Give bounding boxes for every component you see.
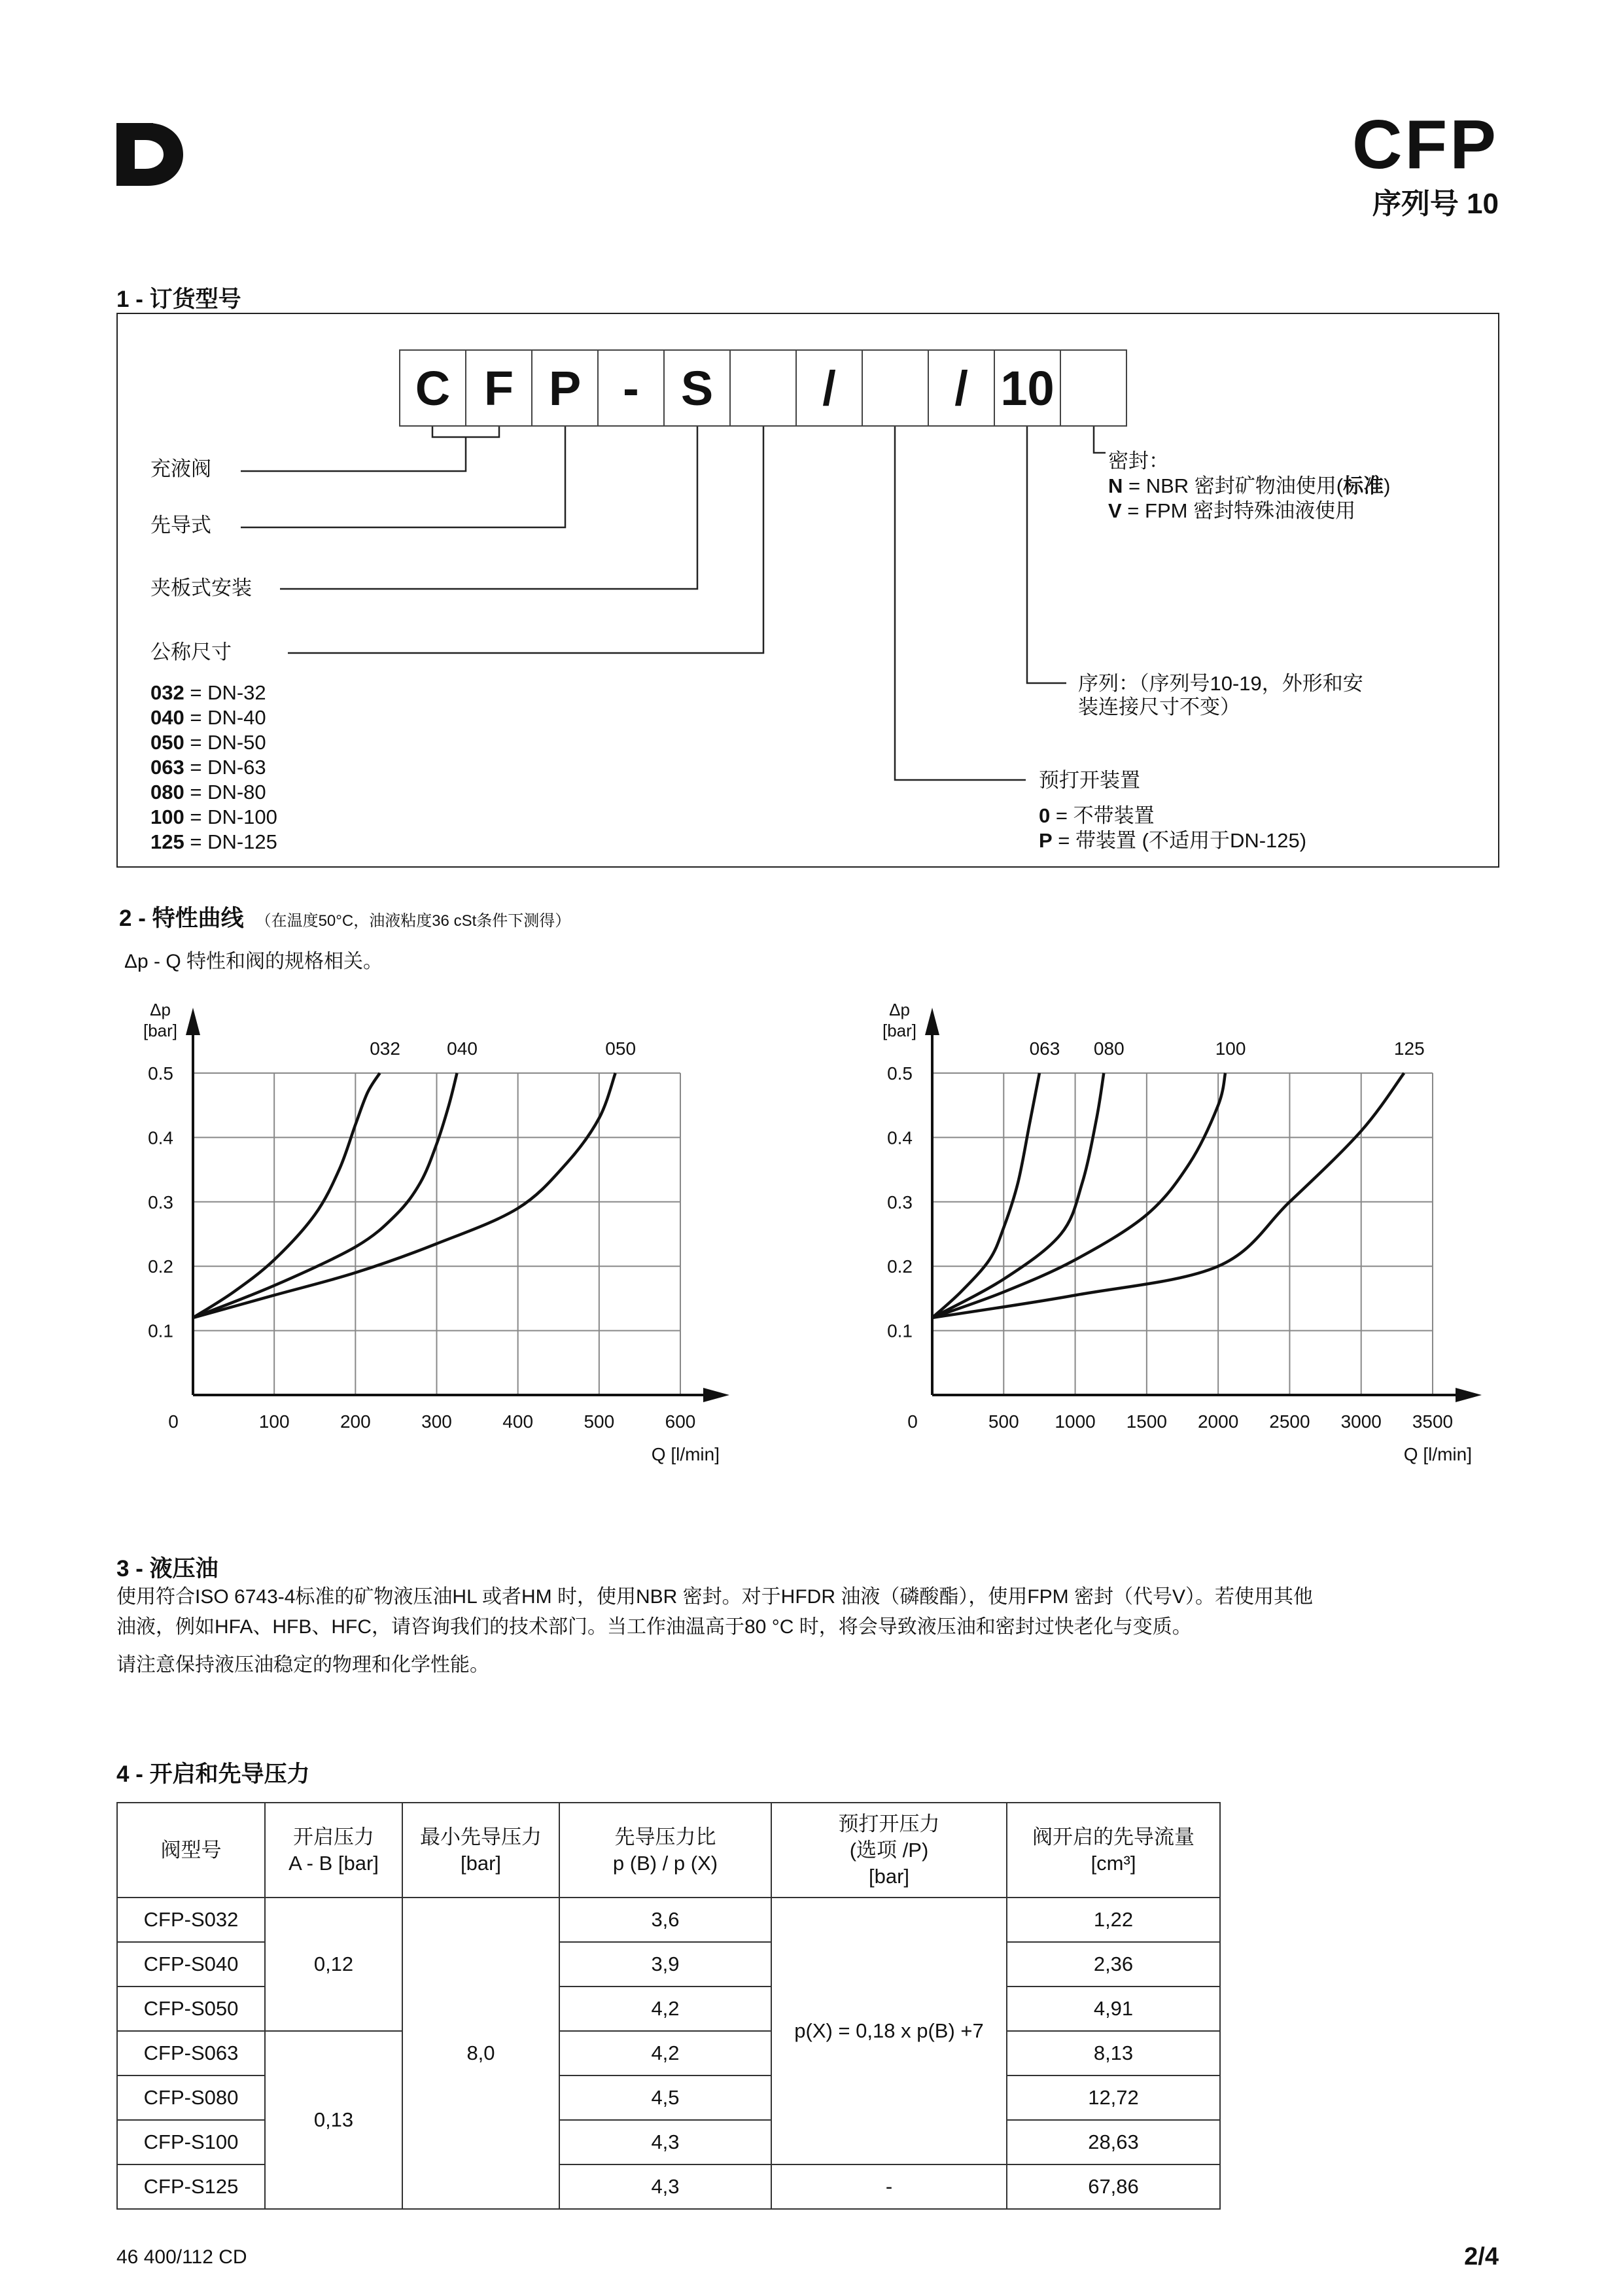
header-opening-pressure: 开启压力 A - B [bar] — [265, 1803, 402, 1898]
opening-pressure-cell: 0,12 — [265, 1898, 402, 2031]
seal-title: 密封： — [1108, 450, 1169, 472]
model-cell: CFP-S032 — [117, 1898, 265, 1942]
y-tick-label: 0.2 — [148, 1256, 173, 1277]
x-axis-label: Q [l/min] — [1403, 1444, 1472, 1464]
code-cell: - — [597, 349, 665, 427]
size-option: 040 = DN-40 — [150, 706, 266, 729]
header-valve-type: 阀型号 — [117, 1803, 265, 1898]
document-code: 46 400/112 CD — [116, 2246, 247, 2268]
y-axis-unit: [bar] — [143, 1021, 178, 1040]
x-tick-label: 200 — [340, 1411, 371, 1432]
flow-cell: 8,13 — [1007, 2031, 1220, 2075]
label-prefill-valve: 充液阀 — [150, 457, 211, 480]
ratio-cell: 3,9 — [559, 1942, 771, 1987]
flow-cell: 2,36 — [1007, 1942, 1220, 1987]
series-line-080 — [932, 1073, 1104, 1318]
ratio-cell: 4,3 — [559, 2164, 771, 2209]
code-cell: S — [663, 349, 731, 427]
section-3-line-2: 油液，例如HFA、HFB、HFC，请咨询我们的技术部门。当工作油温高于80 °C 时，将会导致液压油和密封过快老化与变质。 — [116, 1616, 1192, 1638]
product-code-title: CFP — [1352, 106, 1499, 183]
y-tick-label: 0.3 — [148, 1192, 173, 1212]
header-preopen-pressure: 预打开压力 (选项 /P) [bar] — [771, 1803, 1007, 1898]
series-note-line2: 装连接尺寸不变） — [1078, 696, 1240, 718]
model-cell: CFP-S040 — [117, 1942, 265, 1987]
x-tick-label: 300 — [421, 1411, 452, 1432]
section-3-line-1: 使用符合ISO 6743-4标准的矿物液压油HL 或者HM 时，使用NBR 密封。对于HFDR 油液（磷酸酯），使用FPM 密封（代号V）。若使用其他 — [116, 1586, 1313, 1608]
code-cell: F — [465, 349, 532, 427]
seal-option-v: V = FPM 密封特殊油液使用 — [1108, 499, 1356, 522]
section-1-title: 1 - 订货型号 — [116, 287, 241, 312]
label-nominal-size: 公称尺寸 — [150, 641, 232, 663]
code-cell: 10 — [994, 349, 1061, 427]
header-min-pilot-pressure: 最小先导压力 [bar] — [402, 1803, 559, 1898]
pressure-table — [116, 1802, 1221, 2210]
label-wafer-mounting: 夹板式安装 — [150, 576, 252, 599]
model-cell: CFP-S100 — [117, 2120, 265, 2164]
size-option: 100 = DN-100 — [150, 805, 277, 828]
chart-small-sizes — [118, 995, 746, 1479]
y-axis-label: Δp — [889, 1000, 910, 1019]
section-3-paragraph-2: 请注意保持液压油稳定的物理和化学性能。 — [116, 1654, 489, 1676]
series-label: 050 — [605, 1038, 637, 1059]
x-axis-arrow-icon — [703, 1388, 729, 1402]
series-label: 125 — [1393, 1038, 1425, 1059]
x-tick-label: 500 — [988, 1411, 1019, 1432]
flow-cell: 4,91 — [1007, 1987, 1220, 2031]
size-option: 032 = DN-32 — [150, 681, 266, 704]
series-label: 063 — [1029, 1038, 1060, 1059]
x-tick-label: 100 — [258, 1411, 290, 1432]
x-tick-label: 2000 — [1197, 1411, 1239, 1432]
seal-option-n: N = NBR 密封矿物油使用(标准) — [1108, 474, 1391, 497]
ratio-cell: 4,2 — [559, 1987, 771, 2031]
x-tick-label: 3000 — [1340, 1411, 1382, 1432]
flow-cell: 28,63 — [1007, 2120, 1220, 2164]
x-tick-label: 0 — [168, 1411, 179, 1432]
y-axis-arrow-icon — [186, 1008, 200, 1035]
table-row — [117, 1898, 1220, 1942]
ratio-cell: 3,6 — [559, 1898, 771, 1942]
ratio-cell: 4,3 — [559, 2120, 771, 2164]
y-tick-label: 0.4 — [148, 1127, 173, 1148]
model-cell: CFP-S125 — [117, 2164, 265, 2209]
preopen-option-p: P = 带装置 (不适用于DN-125) — [1039, 829, 1307, 852]
series-subtitle: 序列号 10 — [1372, 188, 1499, 220]
y-tick-label: 0.4 — [887, 1127, 913, 1148]
page-number: 2/4 — [1464, 2243, 1499, 2270]
section-3-title: 3 - 液压油 — [116, 1556, 218, 1581]
section-2-description: Δp - Q 特性和阀的规格相关。 — [124, 951, 383, 972]
size-option: 050 = DN-50 — [150, 731, 266, 754]
x-tick-label: 600 — [665, 1411, 696, 1432]
series-label: 040 — [447, 1038, 478, 1059]
preopen-formula-cell: p(X) = 0,18 x p(B) +7 — [771, 1898, 1007, 2164]
flow-cell: 12,72 — [1007, 2075, 1220, 2120]
section-4-title: 4 - 开启和先导压力 — [116, 1761, 310, 1787]
ratio-cell: 4,2 — [559, 2031, 771, 2075]
y-tick-label: 0.1 — [148, 1320, 173, 1341]
series-label: 080 — [1093, 1038, 1125, 1059]
model-cell: CFP-S050 — [117, 1987, 265, 2031]
x-tick-label: 2500 — [1269, 1411, 1310, 1432]
x-axis-arrow-icon — [1456, 1388, 1482, 1402]
series-line-050 — [193, 1073, 616, 1318]
table-row — [117, 2031, 1220, 2075]
model-cell: CFP-S080 — [117, 2075, 265, 2120]
opening-pressure-cell: 0,13 — [265, 2031, 402, 2209]
series-label: 032 — [370, 1038, 400, 1059]
y-axis-label: Δp — [150, 1000, 171, 1019]
y-tick-label: 0.1 — [887, 1320, 913, 1341]
flow-cell: 67,86 — [1007, 2164, 1220, 2209]
series-label: 100 — [1215, 1038, 1246, 1059]
series-line-063 — [932, 1073, 1039, 1318]
header-pilot-ratio: 先导压力比 p (B) / p (X) — [559, 1803, 771, 1898]
code-cell: C — [399, 349, 466, 427]
code-cell: P — [531, 349, 599, 427]
table-header-row — [117, 1803, 1220, 1898]
ratio-cell: 4,5 — [559, 2075, 771, 2120]
label-pilot-operated: 先导式 — [150, 514, 211, 537]
y-tick-label: 0.3 — [887, 1192, 913, 1212]
x-tick-label: 500 — [584, 1411, 615, 1432]
preopen-title: 预打开装置 — [1039, 769, 1140, 792]
x-tick-label: 400 — [502, 1411, 534, 1432]
x-tick-label: 1500 — [1126, 1411, 1168, 1432]
x-tick-label: 0 — [907, 1411, 918, 1432]
y-tick-label: 0.5 — [887, 1063, 913, 1084]
x-axis-label: Q [l/min] — [651, 1444, 720, 1464]
y-axis-arrow-icon — [925, 1008, 939, 1035]
size-option: 125 = DN-125 — [150, 830, 277, 853]
section-3-paragraph-1 — [116, 1582, 1499, 1642]
preopen-option-0: 0 = 不带装置 — [1039, 804, 1155, 827]
header-pilot-flow: 阀开启的先导流量 [cm³] — [1007, 1803, 1220, 1898]
x-tick-label: 3500 — [1412, 1411, 1454, 1432]
x-tick-label: 1000 — [1055, 1411, 1096, 1432]
flow-cell: 1,22 — [1007, 1898, 1220, 1942]
chart-large-sizes — [857, 995, 1511, 1479]
preopen-cell: - — [771, 2164, 1007, 2209]
series-note-line1: 序列：（序列号10-19，外形和安 — [1078, 672, 1363, 695]
code-cell: / — [928, 349, 995, 427]
y-axis-unit: [bar] — [882, 1021, 917, 1040]
size-option: 063 = DN-63 — [150, 756, 266, 779]
code-cell: / — [795, 349, 863, 427]
model-cell: CFP-S063 — [117, 2031, 265, 2075]
y-tick-label: 0.2 — [887, 1256, 913, 1277]
section-2-title: 2 - 特性曲线 （在温度50°C，油液粘度36 cSt条件下测得） — [119, 906, 571, 931]
size-option: 080 = DN-80 — [150, 781, 266, 804]
y-tick-label: 0.5 — [148, 1063, 173, 1084]
min-pilot-pressure-cell: 8,0 — [402, 1898, 559, 2209]
